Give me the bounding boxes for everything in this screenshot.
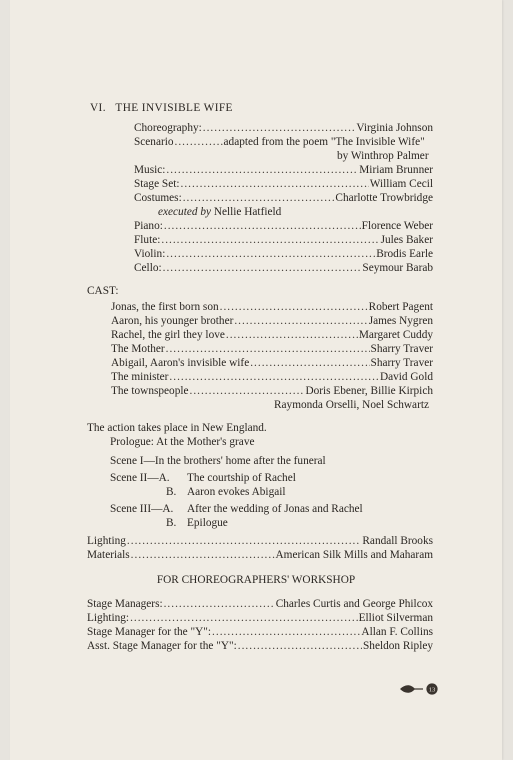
cast-name: James Nygren [368, 315, 433, 327]
credit-row [134, 191, 433, 205]
scene-part: B. [166, 517, 177, 529]
executed-name: Nellie Hatfield [213, 206, 282, 218]
scene-separator: — [151, 503, 163, 515]
scene-row [110, 454, 326, 468]
production-role: Materials [87, 549, 130, 561]
section-heading [90, 101, 233, 115]
prologue: Prologue: At the Mother's grave [110, 436, 255, 448]
musician-name: Florence Weber [361, 220, 433, 232]
executed-by-line [158, 205, 281, 219]
cast-name: Sharry Traver [370, 357, 433, 369]
scene-separator: — [143, 455, 155, 467]
credit-role: Costumes: [134, 192, 182, 204]
scene-row [110, 502, 173, 516]
credit-role: Choreography: [134, 122, 202, 134]
cast-row [111, 370, 433, 384]
scene-label: Scene I [110, 455, 144, 467]
scene-separator: — [147, 472, 159, 484]
program-page [10, 0, 502, 760]
cast-extra-names: Raymonda Orselli, Noel Schwartz [274, 399, 429, 411]
cast-name: Robert Pagent [368, 301, 433, 313]
scene-text: The courtship of Rachel [187, 472, 296, 484]
scene-text: In the brothers' home after the funeral [154, 455, 326, 467]
ornament-flourish-icon [400, 685, 415, 693]
executed-prefix: executed by [158, 206, 211, 218]
musician-row [134, 247, 433, 261]
scene-part: A. [158, 472, 170, 484]
production-row [87, 534, 433, 548]
workshop-name: Allan F. Collins [361, 626, 433, 638]
workshop-row [87, 597, 433, 611]
cast-row [111, 356, 433, 370]
production-name: American Silk Mills and Maharam [275, 549, 433, 561]
musician-name: Brodis Earle [376, 248, 433, 260]
musician-row [134, 219, 433, 233]
cast-row [111, 328, 433, 342]
cast-role: Aaron, his younger brother [111, 315, 234, 327]
musician-name: Jules Baker [380, 234, 433, 246]
cast-heading: CAST: [87, 285, 119, 297]
credit-name: Virginia Johnson [356, 122, 433, 134]
scene-text: Aaron evokes Abigail [187, 486, 286, 498]
credit-role: Stage Set: [134, 178, 180, 190]
credit-row [134, 177, 433, 191]
workshop-name: Sheldon Ripley [363, 640, 433, 652]
workshop-name: Charles Curtis and George Philcox [275, 598, 433, 610]
scene-label: Scene III [110, 503, 152, 515]
musician-role: Flute: [134, 234, 161, 246]
musician-row [134, 233, 433, 247]
scene-part: B. [166, 486, 177, 498]
cast-name: David Gold [379, 371, 433, 383]
cast-row [111, 384, 433, 398]
production-role: Lighting [87, 535, 126, 547]
cast-name: Sharry Traver [370, 343, 433, 355]
workshop-name: Elliot Silverman [358, 612, 433, 624]
workshop-row [87, 639, 433, 653]
page-number-ornament [399, 683, 441, 695]
musician-name: Seymour Barab [362, 262, 433, 274]
cast-role: The townspeople [111, 385, 189, 397]
cast-role: Jonas, the first born son [111, 301, 219, 313]
cast-role: Abigail, Aaron's invisible wife [111, 357, 250, 369]
production-name: Randall Brooks [362, 535, 433, 547]
cast-role: The minister [111, 371, 169, 383]
credit-row [134, 135, 433, 149]
cast-name: Margaret Cuddy [358, 329, 433, 341]
credit-name: adapted from the poem "The Invisible Wife" [223, 136, 425, 148]
workshop-row [87, 611, 433, 625]
cast-row [111, 342, 433, 356]
credit-name: Miriam Brunner [359, 164, 433, 176]
cast-row [111, 300, 433, 314]
credit-role: Scenario [134, 136, 174, 148]
action-intro: The action takes place in New England. [87, 422, 267, 434]
cast-name: Doris Ebener, Billie Kirpich [305, 385, 433, 397]
musician-role: Piano: [134, 220, 163, 232]
musician-role: Violin: [134, 248, 166, 260]
credit-name: Charlotte Trowbridge [335, 192, 433, 204]
workshop-role: Lighting: [87, 612, 130, 624]
workshop-role: Stage Manager for the "Y": [87, 626, 212, 638]
section-title: THE INVISIBLE WIFE [115, 102, 233, 114]
cast-row [111, 314, 433, 328]
section-numeral: VI. [90, 102, 106, 114]
credit-row [134, 121, 433, 135]
page-number: 13 [428, 686, 436, 694]
scene-row [110, 471, 170, 485]
credit-continuation: by Winthrop Palmer [337, 150, 429, 162]
cast-role: Rachel, the girl they love [111, 329, 225, 341]
musician-role: Cello: [134, 262, 162, 274]
scene-label: Scene II [110, 472, 148, 484]
credit-role: Music: [134, 164, 166, 176]
credit-row [134, 163, 433, 177]
workshop-role: Stage Managers: [87, 598, 163, 610]
workshop-heading: FOR CHOREOGRAPHERS' WORKSHOP [156, 574, 356, 586]
cast-role: The Mother [111, 343, 165, 355]
scene-text: After the wedding of Jonas and Rachel [187, 503, 363, 515]
production-row [87, 548, 433, 562]
scene-part: A. [162, 503, 174, 515]
scene-text: Epilogue [187, 517, 228, 529]
workshop-role: Asst. Stage Manager for the "Y": [87, 640, 237, 652]
credit-name: William Cecil [369, 178, 433, 190]
musician-row [134, 261, 433, 275]
workshop-row [87, 625, 433, 639]
